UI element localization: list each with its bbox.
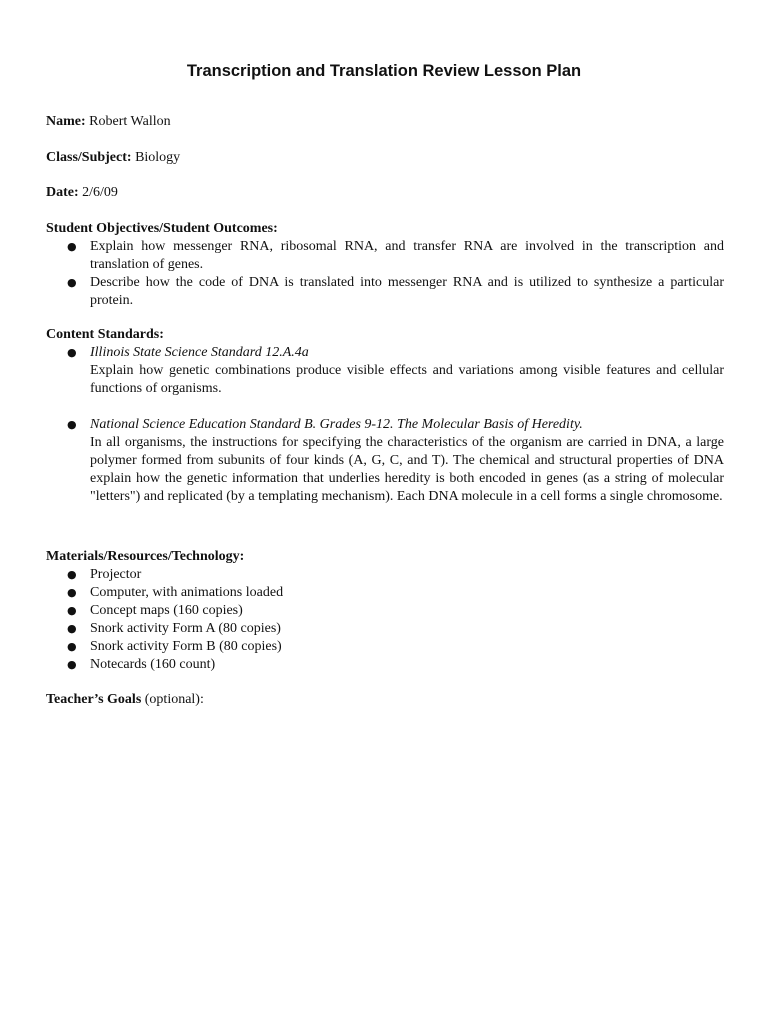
material-text: Computer, with animations loaded <box>90 585 284 600</box>
material-text: Concept maps (160 copies) <box>90 603 243 618</box>
bullet-icon: ● <box>67 622 77 635</box>
material-text: Notecards (160 count) <box>90 657 216 672</box>
standard-title: National Science Education Standard B. Grades 9-12. The Molecular Basis of Heredity. <box>90 417 583 432</box>
material-text: Projector <box>90 567 142 582</box>
name-label: Name: <box>46 114 86 129</box>
class-subject-field <box>46 149 180 167</box>
name-field <box>46 113 171 131</box>
materials-section <box>46 548 724 674</box>
teachers-goals-field <box>46 691 204 709</box>
list-item <box>46 566 724 584</box>
teachers-goals-note: (optional): <box>144 692 204 707</box>
material-text: Snork activity Form B (80 copies) <box>90 639 282 654</box>
list-item <box>46 238 724 274</box>
date-label: Date: <box>46 185 79 200</box>
date-field <box>46 184 118 202</box>
name-value: Robert Wallon <box>89 114 171 129</box>
objectives-list <box>46 238 724 310</box>
bullet-icon: ● <box>67 604 77 617</box>
standards-list <box>46 344 724 506</box>
bullet-icon: ● <box>67 586 77 599</box>
standard-text: In all organisms, the instructions for specifying the characteristics of the organism are carried in DNA, a large polymer formed from subunits of four kinds (A, G, C, and T). The chemical and structural properties of DNA explain how the genetic information that underlies heredity is both encoded in genes (as a string of molecular "letters") and replicated (by a templating mechanism). Each DNA molecule in a cell forms a single chromosome. <box>90 435 724 504</box>
class-subject-value: Biology <box>135 150 181 165</box>
list-item <box>46 416 724 506</box>
bullet-icon: ● <box>67 276 77 289</box>
bullet-icon: ● <box>67 240 77 253</box>
class-subject-label: Class/Subject: <box>46 150 132 165</box>
material-text: Snork activity Form A (80 copies) <box>90 621 281 636</box>
list-item <box>46 638 724 656</box>
standards-heading: Content Standards: <box>46 327 164 342</box>
document-title: Transcription and Translation Review Lesson Plan <box>186 62 582 80</box>
objectives-section <box>46 220 724 310</box>
spacer <box>46 398 724 416</box>
bullet-icon: ● <box>67 568 77 581</box>
objective-text: Describe how the code of DNA is translated into messenger RNA and is utilized to synthesize a particular protein. <box>90 275 724 308</box>
objective-text: Explain how messenger RNA, ribosomal RNA, and transfer RNA are involved in the transcription and translation of genes. <box>90 239 724 272</box>
list-item <box>46 602 724 620</box>
bullet-icon: ● <box>67 658 77 671</box>
materials-heading: Materials/Resources/Technology: <box>46 549 245 564</box>
bullet-icon: ● <box>67 640 77 653</box>
list-item <box>46 656 724 674</box>
list-item <box>46 620 724 638</box>
date-value: 2/6/09 <box>82 185 118 200</box>
bullet-icon: ● <box>67 418 77 431</box>
bullet-icon: ● <box>67 346 77 359</box>
list-item <box>46 274 724 310</box>
standard-title: Illinois State Science Standard 12.A.4a <box>90 345 309 360</box>
teachers-goals-heading: Teacher’s Goals <box>46 692 142 707</box>
list-item <box>46 584 724 602</box>
objectives-heading: Student Objectives/Student Outcomes: <box>46 221 278 236</box>
materials-list <box>46 566 724 674</box>
standard-text: Explain how genetic combinations produce visible effects and variations among visible features and cellular functions of organisms. <box>90 363 724 396</box>
list-item <box>46 344 724 398</box>
standards-section <box>46 326 724 506</box>
